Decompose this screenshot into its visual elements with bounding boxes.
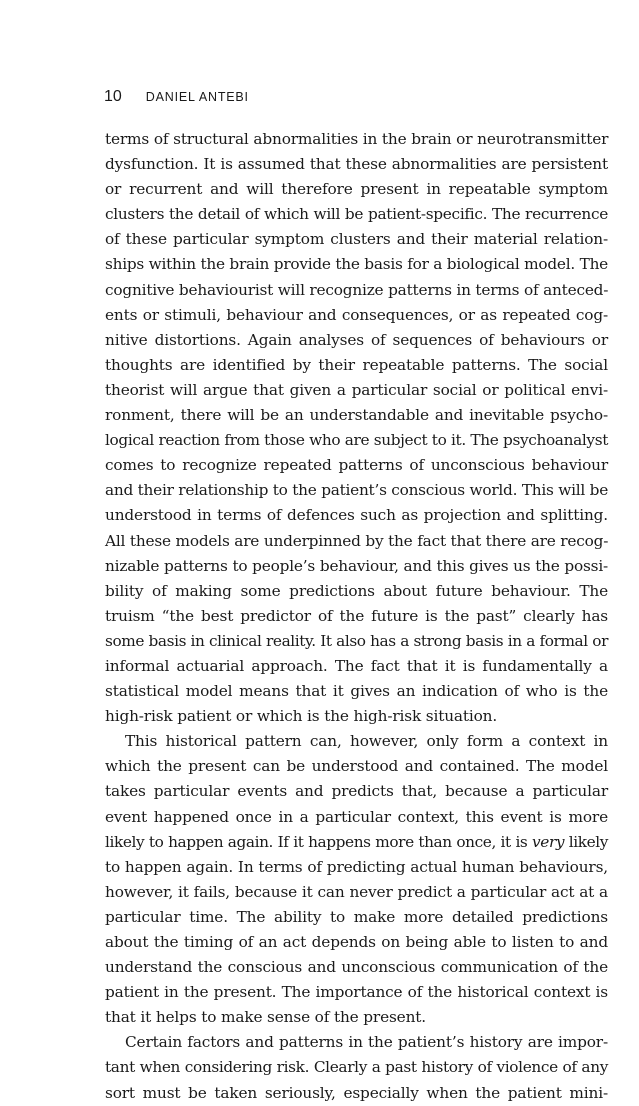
text-line: This historical pattern can, however, only form a context in xyxy=(125,732,608,751)
text-line: about the timing of an act depends on being able to listen to and xyxy=(105,933,608,951)
text-line: particular time. The ability to make more detailed predictions xyxy=(105,907,608,926)
text-line: ronment, there will be an understandable and inevitable psycho- xyxy=(105,406,608,425)
text-line: terms of structural abnormalities in the brain or neurotransmitter xyxy=(105,130,609,148)
running-head xyxy=(104,88,249,110)
running-head-author: DANIEL ANTEBI xyxy=(145,90,249,104)
text-line: sort must be taken seriously, especially when the patient mini- xyxy=(105,1083,608,1102)
page-number: 10 xyxy=(104,88,122,105)
text-line: patient in the present. The importance of the historical context is xyxy=(105,983,608,1002)
text-line: dysfunction. It is assumed that these abnormalities are persistent xyxy=(105,155,608,174)
text-line: which the present can be understood and contained. The model xyxy=(105,757,608,776)
text-segment: likely to happen again. If it happens more than once, it is xyxy=(105,832,528,851)
text-line: theorist will argue that given a particular social or political envi- xyxy=(105,380,608,399)
text-line: bility of making some predictions about future behaviour. The xyxy=(105,581,608,600)
text-segment: likely xyxy=(568,832,609,851)
text-line: ships within the brain provide the basis for a biological model. The xyxy=(105,255,608,274)
text-line: thoughts are identified by their repeatable patterns. The social xyxy=(105,355,608,374)
text-line: nizable patterns to people’s behaviour, and this gives us the possi- xyxy=(105,556,608,575)
text-line: clusters the detail of which will be patient-specific. The recurrence xyxy=(105,205,608,224)
text-line: high-risk patient or which is the high-risk situation. xyxy=(105,707,498,726)
text-line: that it helps to make sense of the present. xyxy=(105,1008,426,1027)
emphasized-word: very xyxy=(532,832,565,851)
text-line: and their relationship to the patient’s conscious world. This will be xyxy=(105,481,608,500)
text-line: Certain factors and patterns in the patient’s history are impor- xyxy=(125,1033,608,1052)
text-line: truism “the best predictor of the future is the past” clearly has xyxy=(105,606,608,625)
text-line: tant when considering risk. Clearly a past history of violence of any xyxy=(105,1058,608,1077)
text-line: understand the conscious and unconscious communication of the xyxy=(105,958,608,977)
text-line: cognitive behaviourist will recognize patterns in terms of anteced- xyxy=(105,280,609,299)
text-line: however, it fails, because it can never predict a particular act at a xyxy=(105,882,608,901)
text-line: statistical model means that it gives an indication of who is the xyxy=(105,682,608,701)
body-text xyxy=(105,127,608,1106)
text-line: to happen again. In terms of predicting actual human behaviours, xyxy=(105,857,608,876)
text-line: of these particular symptom clusters and their material relation- xyxy=(105,230,608,249)
text-line: informal actuarial approach. The fact that it is fundamentally a xyxy=(105,656,608,675)
text-line: understood in terms of defences such as projection and splitting. xyxy=(105,506,608,525)
text-line: nitive distortions. Again analyses of sequences of behaviours or xyxy=(105,330,608,349)
text-line-with-emphasis xyxy=(105,830,608,855)
text-line: logical reaction from those who are subject to it. The psychoanalyst xyxy=(105,431,608,450)
text-line: or recurrent and will therefore present in repeatable symptom xyxy=(105,180,608,199)
text-line: event happened once in a particular context, this event is more xyxy=(105,807,608,826)
text-line: comes to recognize repeated patterns of unconscious behaviour xyxy=(105,456,608,475)
text-line: All these models are underpinned by the fact that there are recog- xyxy=(105,531,609,550)
text-line: some basis in clinical reality. It also has a strong basis in a formal or xyxy=(105,631,608,650)
text-line: takes particular events and predicts that, because a particular xyxy=(105,782,608,801)
text-line: ents or stimuli, behaviour and consequences, or as repeated cog- xyxy=(105,305,608,324)
